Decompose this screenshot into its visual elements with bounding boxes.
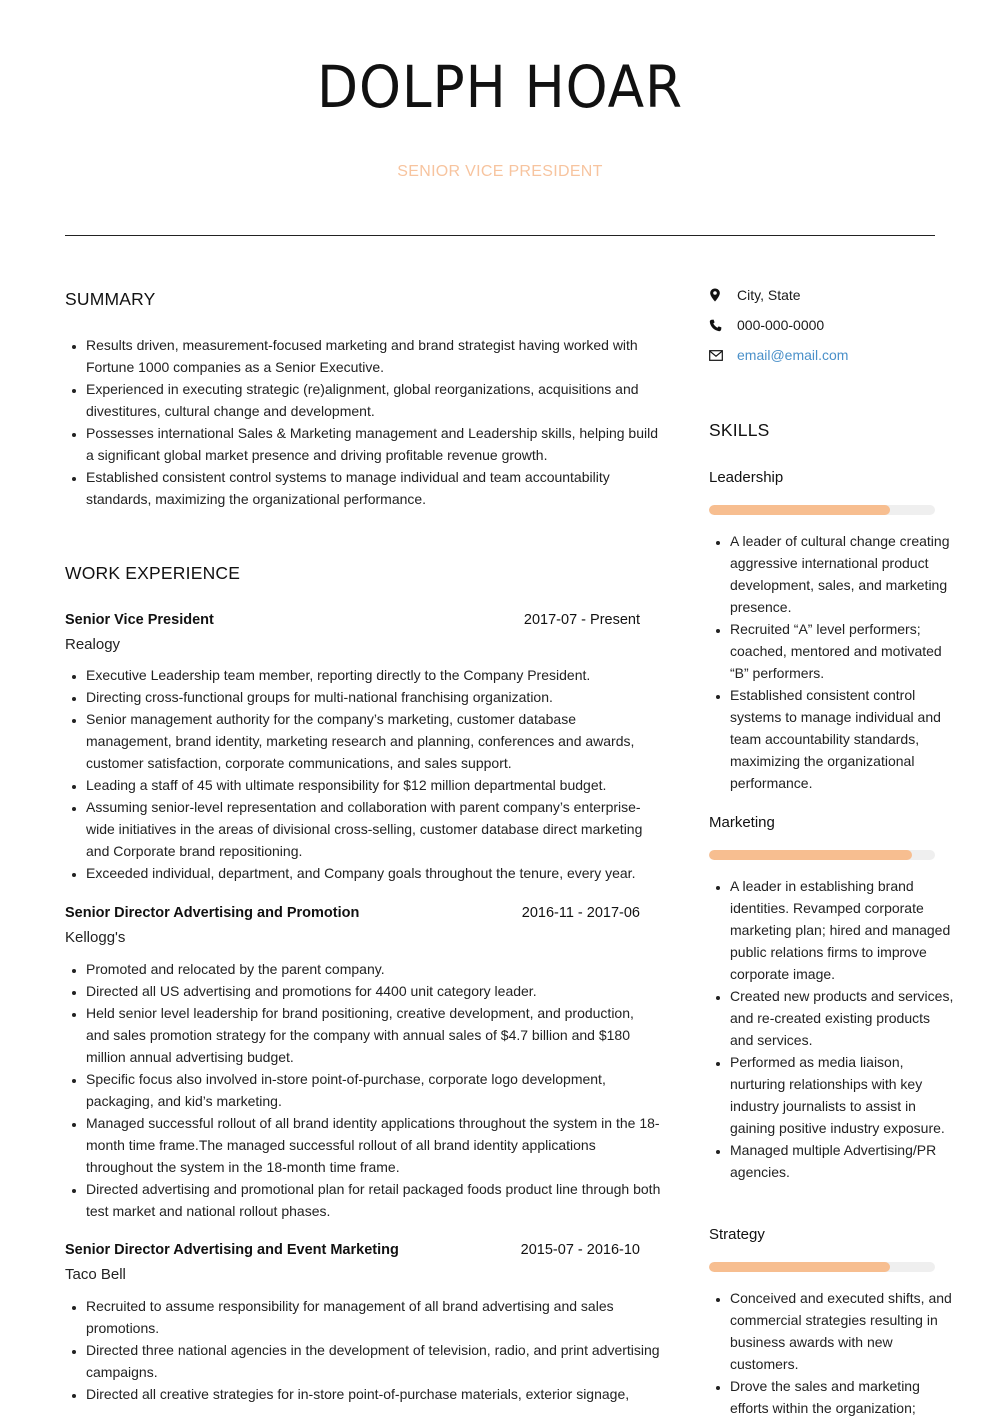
- list-item: • Specific focus also involved in-store point-of-purchase, corporate logo development, packaging, and kid’s marketing.: [86, 1068, 661, 1112]
- job-header: [65, 612, 640, 628]
- skill-level-bar: [709, 850, 935, 860]
- list-item: • Executive Leadership team member, reporting directly to the Company President.: [86, 664, 661, 686]
- list-item: • Performed as media liaison, nurturing relationships with key industry journalists to assist in gaining positive industry exposure.: [730, 1051, 956, 1139]
- list-item: • Senior management authority for the company’s marketing, customer database management, brand identity, marketing research and planning, conferences and awards, customer satisfaction, corporate communications, and sales support.: [86, 708, 661, 774]
- job-title: Senior Vice President: [65, 612, 214, 628]
- envelope-icon: [709, 350, 737, 361]
- company-name: Kellogg's: [65, 929, 126, 946]
- list-item: • Directed all creative strategies for in-store point-of-purchase materials, exterior signage,: [86, 1383, 661, 1405]
- list-item: • Promoted and relocated by the parent company.: [86, 958, 661, 980]
- skill-details-list: [709, 530, 956, 794]
- list-item: • Managed successful rollout of all brand identity applications throughout the system in the 18-month time frame.The managed successful rollout of all brand identity applications throughout the system in the 18-month time frame.: [86, 1112, 661, 1178]
- list-item: • Drove the sales and marketing efforts within the organization;: [730, 1375, 956, 1419]
- job-dates: 2015-07 - 2016-10: [520, 1242, 640, 1258]
- skill-name: Leadership: [709, 469, 784, 486]
- header-divider: [65, 235, 935, 236]
- job-dates: 2016-11 - 2017-06: [521, 905, 640, 921]
- work-experience-heading: WORK EXPERIENCE: [65, 563, 241, 583]
- phone-icon: [709, 319, 737, 332]
- job-dates: 2017-07 - Present: [523, 612, 640, 628]
- job-duties-list: [65, 958, 661, 1222]
- summary-list: [65, 334, 661, 510]
- job-title: Senior Director Advertising and Promotion: [65, 905, 360, 921]
- contact-phone: [709, 317, 824, 333]
- job-title: Senior Director Advertising and Event Marketing: [65, 1242, 399, 1258]
- skill-level-bar: [709, 505, 935, 515]
- location-text: City, State: [737, 287, 801, 303]
- list-item: • Established consistent control systems to manage individual and team accountability standards, maximizing the organizational performance.: [730, 684, 956, 794]
- skill-name: Strategy: [709, 1226, 765, 1243]
- list-item: • Directed advertising and promotional plan for retail packaged foods product line through both test market and national rollout phases.: [86, 1178, 661, 1222]
- contact-email[interactable]: [709, 347, 848, 363]
- skill-details-list: [709, 875, 956, 1183]
- job-header: [65, 905, 640, 921]
- company-name: Taco Bell: [65, 1266, 126, 1283]
- list-item: • Created new products and services, and re-created existing products and services.: [730, 985, 956, 1051]
- skills-heading: SKILLS: [709, 420, 770, 440]
- list-item: • Directed three national agencies in the development of television, radio, and print advertising campaigns.: [86, 1339, 661, 1383]
- map-pin-icon: [709, 288, 737, 302]
- list-item: • Experienced in executing strategic (re)alignment, global reorganizations, acquisitions and divestitures, cultural change and development.: [86, 378, 661, 422]
- list-item: • Possesses international Sales & Marketing management and Leadership skills, helping build a significant global market presence and driving profitable revenue growth.: [86, 422, 661, 466]
- list-item: • Conceived and executed shifts, and commercial strategies resulting in business awards with new customers.: [730, 1287, 956, 1375]
- skill-level-fill: [709, 850, 912, 860]
- candidate-name: DOLPH HOAR: [316, 53, 684, 121]
- list-item: • Directing cross-functional groups for multi-national franchising organization.: [86, 686, 661, 708]
- list-item: • Assuming senior-level representation and collaboration with parent company’s enterprise-wide initiatives in the areas of divisional cross-selling, customer database direct marketing and Corporate brand repositioning.: [86, 796, 661, 862]
- list-item: • Recruited “A” level performers; coached, mentored and motivated “B” performers.: [730, 618, 956, 684]
- skill-details-list: [709, 1287, 956, 1419]
- phone-text: 000-000-0000: [737, 317, 825, 333]
- list-item: • A leader in establishing brand identities. Revamped corporate marketing plan; hired and managed public relations firms to improve corporate image.: [730, 875, 956, 985]
- list-item: • Recruited to assume responsibility for management of all brand advertising and sales promotions.: [86, 1295, 661, 1339]
- email-link[interactable]: email@email.com: [737, 347, 849, 363]
- list-item: • Held senior level leadership for brand positioning, creative development, and production, and sales promotion strategy for the company with annual sales of $4.7 billion and $180 million annual advertising budget.: [86, 1002, 661, 1068]
- list-item: • Leading a staff of 45 with ultimate responsibility for $12 million departmental budget.: [86, 774, 661, 796]
- company-name: Realogy: [65, 636, 121, 653]
- list-item: • Exceeded individual, department, and Company goals throughout the tenure, every year.: [86, 862, 661, 884]
- summary-heading: SUMMARY: [65, 289, 156, 309]
- skill-level-fill: [709, 1262, 890, 1272]
- skill-level-bar: [709, 1262, 935, 1272]
- list-item: • Managed multiple Advertising/PR agencies.: [730, 1139, 956, 1183]
- job-duties-list: [65, 664, 661, 884]
- skill-name: Marketing: [709, 814, 775, 831]
- list-item: • Established consistent control systems to manage individual and team accountability standards, maximizing the organizational performance.: [86, 466, 661, 510]
- job-title-subtitle: SENIOR VICE PRESIDENT: [397, 163, 603, 180]
- job-header: [65, 1242, 640, 1258]
- skill-level-fill: [709, 505, 890, 515]
- job-duties-list: [65, 1295, 661, 1405]
- list-item: • Directed all US advertising and promotions for 4400 unit category leader.: [86, 980, 661, 1002]
- list-item: • Results driven, measurement-focused marketing and brand strategist having worked with Fortune 1000 companies as a Senior Executive.: [86, 334, 661, 378]
- list-item: • A leader of cultural change creating aggressive international product development, sales, and marketing presence.: [730, 530, 956, 618]
- contact-location: [709, 287, 801, 303]
